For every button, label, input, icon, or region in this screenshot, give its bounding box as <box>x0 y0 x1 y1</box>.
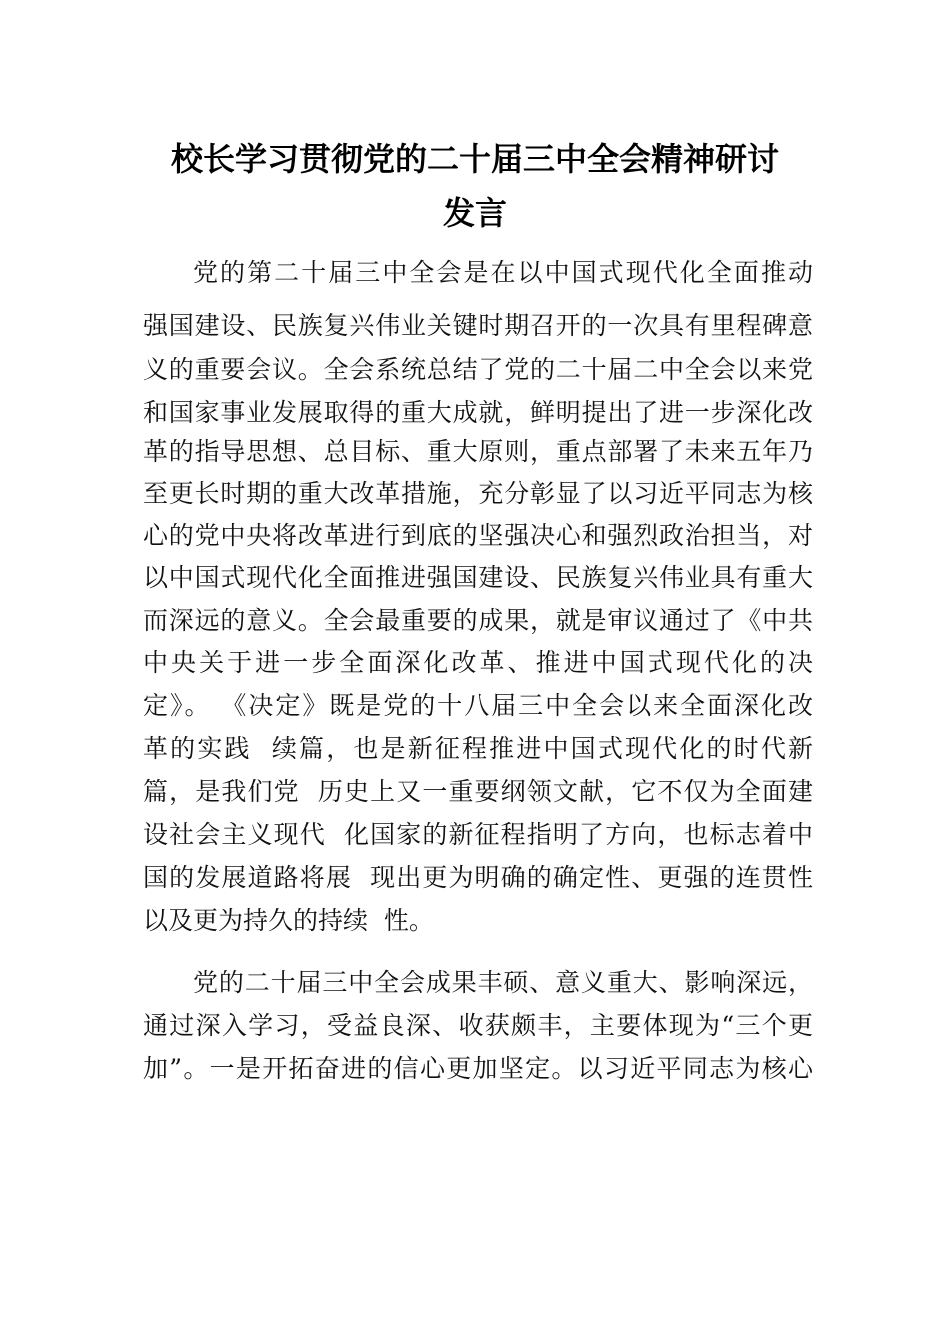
paragraph-1-line-12: 革的实践 续篇，也是新征程推进中国式现代化的时代新 <box>143 734 813 763</box>
paragraph-2-line-3: 加”。一是开拓奋进的信心更加坚定。以习近平同志为核心 <box>143 1054 813 1083</box>
paragraph-1-line-6: 至更长时期的重大改革措施，充分彰显了以习近平同志为核 <box>143 479 813 508</box>
paragraph-1-line-4: 和国家事业发展取得的重大成就，鲜明提出了进一步深化改 <box>143 398 813 427</box>
paragraph-1-line-13: 篇，是我们党 历史上又一重要纲领文献，它不仅为全面建 <box>143 777 813 806</box>
document-title-line-2: 发言 <box>442 194 507 232</box>
paragraph-1-line-16: 以及更为持久的持续 性。 <box>143 906 434 935</box>
paragraph-1-line-15: 国的发展道路将展 现出更为明确的确定性、更强的连贯性 <box>143 863 813 892</box>
paragraph-1-line-3: 义的重要会议。全会系统总结了党的二十届二中全会以来党 <box>143 355 813 384</box>
paragraph-1-line-1: 党的第二十届三中全会是在以中国式现代化全面推动 <box>193 258 813 287</box>
paragraph-1-line-5: 革的指导思想、总目标、重大原则，重点部署了未来五年乃 <box>143 437 813 466</box>
paragraph-2-line-1: 党的二十届三中全会成果丰硕、意义重大、影响深远， <box>193 968 813 997</box>
paragraph-1-line-11: 定》。 《决定》既是党的十八届三中全会以来全面深化改 <box>143 691 813 720</box>
paragraph-1-line-7: 心的党中央将改革进行到底的坚强决心和强烈政治担当，对 <box>143 521 813 550</box>
paragraph-1-line-8: 以中国式现代化全面推进强国建设、民族复兴伟业具有重大 <box>143 563 813 592</box>
paragraph-1-line-10: 中央关于进一步全面深化改革、推进中国式现代化的决 <box>143 648 813 677</box>
paragraph-2-line-2: 通过深入学习，受益良深、收获颇丰，主要体现为“三个更 <box>143 1011 813 1040</box>
paragraph-1-line-9: 而深远的意义。全会最重要的成果，就是审议通过了《中共 <box>143 606 813 635</box>
document-title-line-1: 校长学习贯彻党的二十届三中全会精神研讨 <box>170 140 779 178</box>
paragraph-1-line-14: 设社会主义现代 化国家的新征程指明了方向，也标志着中 <box>143 820 813 849</box>
paragraph-1-line-2: 强国建设、民族复兴伟业关键时期召开的一次具有里程碑意 <box>143 311 813 340</box>
